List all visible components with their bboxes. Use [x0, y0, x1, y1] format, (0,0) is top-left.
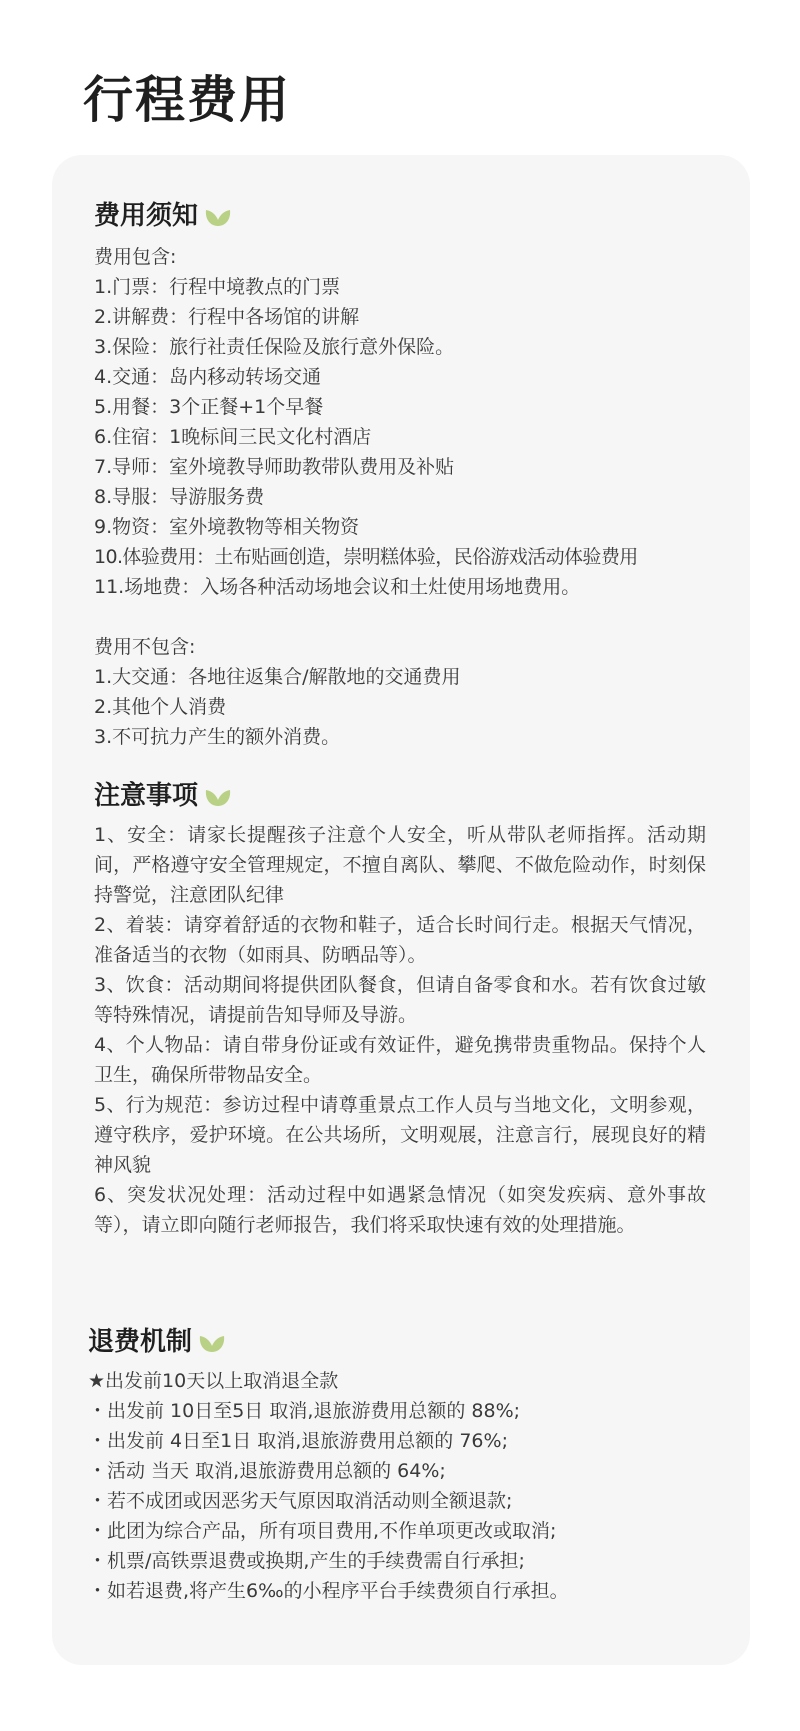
list-item: ★出发前10天以上取消退全款 [88, 1370, 339, 1392]
list-item: 4、个人物品：请自带身份证或有效证件，避免携带贵重物品。保持个人卫生，确保所带物品安全。 [94, 1034, 706, 1086]
list-item: 10.体验费用：土布贴画创造，崇明糕体验，民俗游戏活动体验费用 [94, 546, 638, 568]
fee-included-header: 费用包含: [94, 246, 177, 268]
precautions-list [94, 820, 734, 1240]
list-item: 5.用餐：3个正餐+1个早餐 [94, 396, 324, 418]
fee-included-list [94, 242, 734, 752]
refund-section [88, 1322, 738, 1606]
fee-excluded-header: 费用不包含: [94, 636, 196, 658]
page-title: 行程费用 [83, 71, 291, 129]
list-item: 5、行为规范：参访过程中请尊重景点工作人员与当地文化，文明参观，遵守秩序，爱护环境。在公共场所，文明观展，注意言行，展现良好的精神风貌 [94, 1094, 706, 1176]
list-item: 6.住宿：1晚标间三民文化村酒店 [94, 426, 372, 448]
list-item: 8.导服：导游服务费 [94, 486, 265, 508]
list-item: 3.保险：旅行社责任保险及旅行意外保险。 [94, 336, 455, 358]
leaf-icon [204, 784, 232, 808]
list-item: 9.物资：室外境教物等相关物资 [94, 516, 360, 538]
list-item: 3.不可抗力产生的额外消费。 [94, 726, 341, 748]
fee-notice-header [94, 196, 734, 236]
list-item: ・如若退费,将产生6‰的小程序平台手续费须自行承担。 [88, 1580, 569, 1602]
refund-list [88, 1366, 738, 1606]
fee-notice-title: 费用须知 [94, 201, 199, 231]
list-item: 2.其他个人消费 [94, 696, 227, 718]
list-item: ・此团为综合产品，所有项目费用,不作单项更改或取消; [88, 1520, 557, 1542]
list-item: 7.导师：室外境教导师助教带队费用及补贴 [94, 456, 455, 478]
list-item: ・机票/高铁票退费或换期,产生的手续费需自行承担; [88, 1550, 525, 1572]
list-item: 2、着装：请穿着舒适的衣物和鞋子，适合长时间行走。根据天气情况，准备适当的衣物（如雨具、防晒品等）。 [94, 914, 706, 966]
list-item: ・若不成团或因恶劣天气原因取消活动则全额退款; [88, 1490, 513, 1512]
list-item: ・活动 当天 取消,退旅游费用总额的 64%; [88, 1460, 446, 1482]
list-item: 1.大交通：各地往返集合/解散地的交通费用 [94, 666, 461, 688]
leaf-icon [198, 1330, 226, 1354]
precautions-header [94, 776, 734, 816]
list-item: 4.交通：岛内移动转场交通 [94, 366, 322, 388]
precautions-section [94, 776, 734, 1240]
list-item: ・出发前 4日至1日 取消,退旅游费用总额的 76%; [88, 1430, 508, 1452]
precautions-title: 注意事项 [94, 781, 199, 811]
list-item: 1、安全：请家长提醒孩子注意个人安全，听从带队老师指挥。活动期间，严格遵守安全管理规定，不擅自离队、攀爬、不做危险动作，时刻保持警觉，注意团队纪律 [94, 824, 706, 906]
refund-title: 退费机制 [88, 1327, 193, 1357]
list-item: 11.场地费：入场各种活动场地会议和土灶使用场地费用。 [94, 576, 581, 598]
refund-header [88, 1322, 738, 1362]
list-item: 2.讲解费：行程中各场馆的讲解 [94, 306, 360, 328]
leaf-icon [204, 204, 232, 228]
spacer [94, 602, 734, 632]
list-item: 1.门票：行程中境教点的门票 [94, 276, 341, 298]
list-item: 6、突发状况处理：活动过程中如遇紧急情况（如突发疾病、意外事故等），请立即向随行老师报告，我们将采取快速有效的处理措施。 [94, 1184, 706, 1236]
list-item: ・出发前 10日至5日 取消,退旅游费用总额的 88%; [88, 1400, 521, 1422]
fee-notice-section [94, 196, 734, 752]
list-item: 3、饮食：活动期间将提供团队餐食，但请自备零食和水。若有饮食过敏等特殊情况，请提前告知导师及导游。 [94, 974, 706, 1026]
